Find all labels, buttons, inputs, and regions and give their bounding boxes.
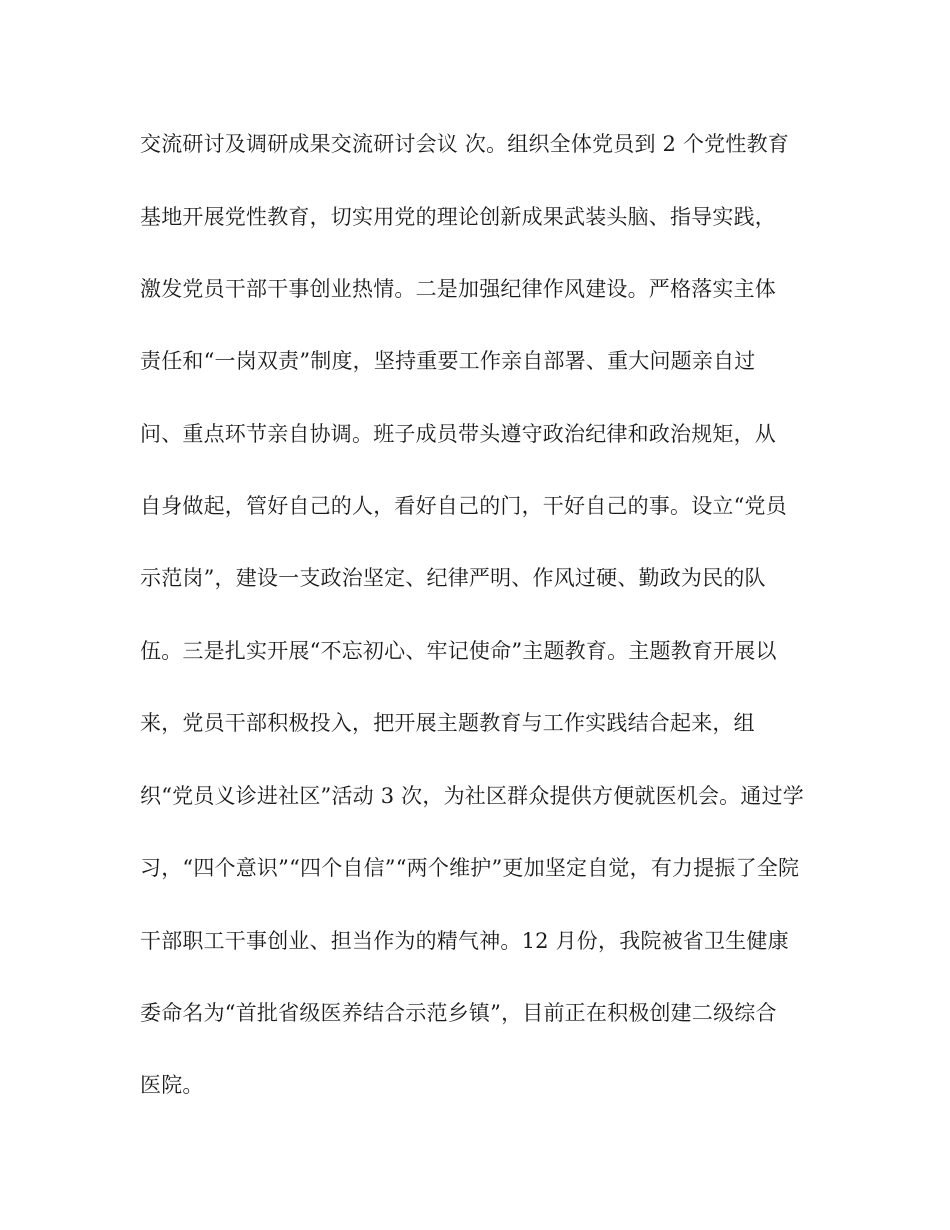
paragraph-line-4: 责任和“一岗双责”制度，坚持重要工作亲自部署、重大问题亲自过 [140,349,756,373]
paragraph-line-13: 委命名为“首批省级医养结合示范乡镇”，目前正在积极创建二级综合 [140,1001,777,1025]
paragraph-line-10: 织“党员义诊进社区”活动 3 次，为社区群众提供方便就医机会。通过学 [140,784,804,808]
paragraph-line-11: 习，“四个意识”“四个自信”“两个维护”更加坚定自觉，有力提振了全院 [140,856,800,880]
paragraph-line-7: 示范岗”，建设一支政治坚定、纪律严明、作风过硬、勤政为民的队 [140,566,766,590]
paragraph-line-6: 自身做起，管好自己的人，看好自己的门，干好自己的事。设立“党员 [140,494,787,518]
paragraph-line-8: 伍。三是扎实开展“不忘初心、牢记使命”主题教育。主题教育开展以 [140,639,777,663]
paragraph-line-3: 激发党员干部干事创业热情。二是加强纪律作风建设。严格落实主体 [140,277,776,301]
paragraph-line-12: 干部职工干事创业、担当作为的精气神。12 月份，我院被省卫生健康 [140,929,789,953]
paragraph-line-9: 来，党员干部积极投入，把开展主题教育与工作实践结合起来，组 [140,711,755,735]
paragraph-line-14: 医院。 [140,1073,204,1097]
paragraph-line-5: 问、重点环节亲自协调。班子成员带头遵守政治纪律和政治规矩，从 [140,422,776,446]
paragraph-line-2: 基地开展党性教育，切实用党的理论创新成果武装头脑、指导实践， [140,205,776,229]
paragraph-line-1: 交流研讨及调研成果交流研讨会议 次。组织全体党员到 2 个党性教育 [140,132,789,156]
